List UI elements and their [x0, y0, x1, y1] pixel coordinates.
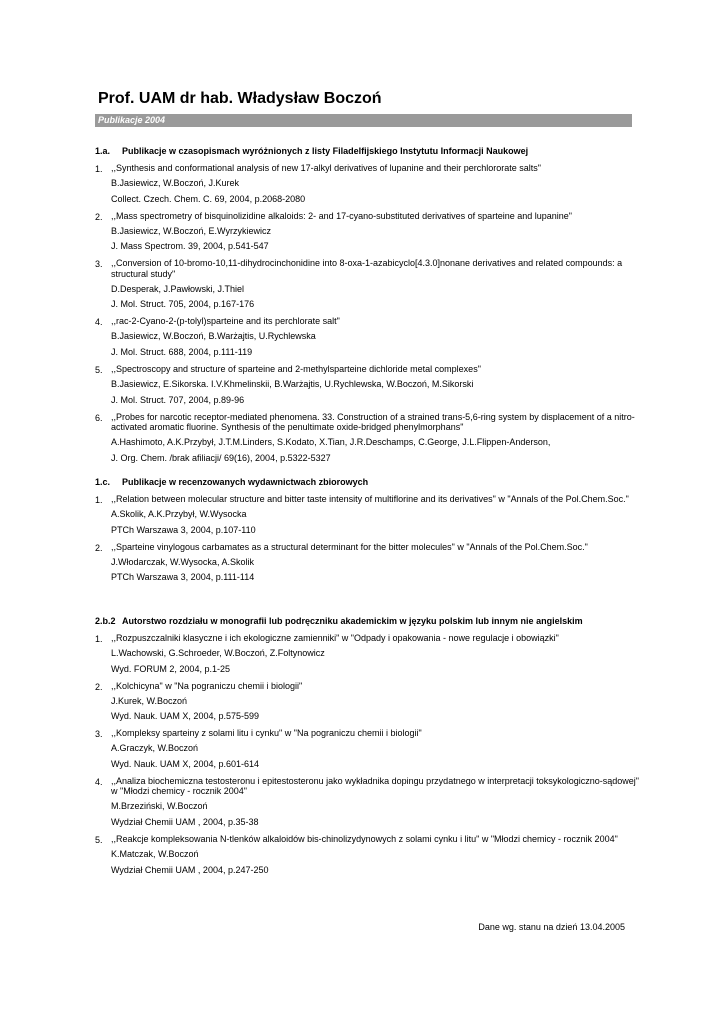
publication-source: J. Mol. Struct. 707, 2004, p.89-96	[111, 394, 245, 405]
publication-number: 4.	[95, 776, 103, 787]
publication-source: Wyd. Nauk. UAM X, 2004, p.601-614	[111, 758, 259, 769]
publication-authors: A.Graczyk, W.Boczoń	[111, 743, 199, 754]
publication-item	[95, 316, 640, 358]
publication-number: 4.	[95, 317, 103, 328]
publication-number: 2.	[95, 681, 103, 692]
publication-authors: D.Desperak, J.Pawłowski, J.Thiel	[111, 283, 245, 294]
publication-title: ,,Conversion of 10-bromo-10,11-dihydrocinchonidine into 8-oxa-1-azabicyclo[4.3.0]nonane derivatives and related compounds: a structural study"	[111, 258, 623, 279]
publication-title: ,,Mass spectrometry of bisquinolizidine alkaloids: 2- and 17-cyano-substituted derivatives of sparteine and lupanine"	[111, 210, 572, 221]
publication-source: J. Mol. Struct. 705, 2004, p.167-176	[111, 299, 255, 310]
publication-number: 2.	[95, 542, 103, 553]
publication-number: 3.	[95, 729, 103, 740]
section-number: 2.b.2	[95, 616, 116, 626]
publication-title: ,,Kolchicyna" w "Na pograniczu chemii i biologii"	[111, 680, 303, 691]
section-heading	[95, 615, 640, 627]
publication-title: ,,Rozpuszczalniki klasyczne i ich ekologiczne zamienniki" w "Odpady i opakowania - nowe regulacje i obowiązki"	[111, 633, 559, 643]
publication-item	[95, 494, 640, 536]
publication-item	[95, 163, 640, 205]
publication-number: 1.	[95, 634, 103, 644]
publication-number: 2.	[95, 211, 103, 222]
publication-authors: L.Wachowski, G.Schroeder, W.Boczoń, Z.Foltynowicz	[111, 648, 325, 659]
publication-item	[95, 542, 640, 584]
publication-source: Wydział Chemii UAM , 2004, p.247-250	[111, 864, 269, 875]
publication-title: ,,Analiza biochemiczna testosteronu i epitestosteronu jako wykładnika dopingu przydatnego w interpretacji toksykologiczno-sądowej" w "Młodzi chemicy - rocznik 2004"	[111, 775, 639, 797]
publication-item	[95, 258, 640, 310]
footer-date-note: Dane wg. stanu na dzień 13.04.2005	[478, 922, 625, 932]
publication-item	[95, 834, 640, 876]
publication-number: 1.	[95, 495, 103, 505]
publication-authors: B.Jasiewicz, W.Boczoń, B.Warżajtis, U.Rychlewska	[111, 331, 316, 342]
publication-section	[95, 476, 640, 583]
page-title: Prof. UAM dr hab. Władysław Boczoń	[98, 90, 382, 107]
publication-title: ,,Synthesis and conformational analysis of new 17-alkyl derivatives of lupanine and their perchlororate salts"	[111, 163, 541, 173]
publication-title: ,,Relation between molecular structure and bitter taste intensity of multiflorine and its derivatives" w "Annals of the Pol.Chem.Soc."	[111, 494, 629, 504]
publication-source: Wyd. Nauk. UAM X, 2004, p.575-599	[111, 711, 259, 722]
publication-title: ,,Spectroscopy and structure of sparteine and 2-methylsparteine dichloride metal complexes"	[111, 363, 481, 374]
publication-number: 5.	[95, 364, 103, 375]
publication-number: 1.	[95, 164, 103, 174]
publication-source: Collect. Czech. Chem. C. 69, 2004, p.2068-2080	[111, 193, 306, 204]
publication-section	[95, 145, 640, 464]
section-title: Publikacje w czasopismach wyróżnionych z listy Filadelfijskiego Instytutu Informacji Naukowej	[122, 146, 529, 156]
publication-source: Wydział Chemii UAM , 2004, p.35-38	[111, 816, 259, 827]
publication-authors: M.Brzeziński, W.Boczoń	[111, 801, 208, 812]
publication-authors: J.Włodarczak, W.Wysocka, A.Skolik	[111, 556, 254, 567]
section-heading	[95, 145, 640, 157]
publication-authors: J.Kurek, W.Boczoń	[111, 695, 188, 706]
publication-item	[95, 728, 640, 770]
publication-title: ,,rac-2-Cyano-2-(p-tolyl)sparteine and its perchlorate salt"	[111, 316, 340, 327]
publication-authors: B.Jasiewicz, E.Sikorska. I.V.Khmelinskii, B.Warżajtis, U.Rychlewska, W.Boczoń, M.Sikorski	[111, 379, 474, 390]
publication-item	[95, 412, 640, 464]
publication-source: J. Org. Chem. /brak afiliacji/ 69(16), 2004, p.5322-5327	[111, 452, 331, 463]
publication-number: 3.	[95, 259, 103, 270]
section-title: Autorstwo rozdziału w monografii lub podręczniku akademickim w języku polskim lub innym nie angielskim	[122, 616, 583, 626]
section-title: Publikacje w recenzowanych wydawnictwach zbiorowych	[122, 477, 369, 487]
publication-item	[95, 776, 640, 828]
publication-title: ,,Kompleksy sparteiny z solami litu i cynku" w "Na pograniczu chemii i biologii"	[111, 728, 422, 739]
publication-section	[95, 615, 640, 876]
publication-authors: B.Jasiewicz, W.Boczoń, J.Kurek	[111, 178, 240, 189]
publication-authors: B.Jasiewicz, W.Boczoń, E.Wyrzykiewicz	[111, 225, 271, 236]
publication-item	[95, 681, 640, 723]
section-number: 1.a.	[95, 146, 111, 156]
publication-item	[95, 633, 640, 675]
publication-title: ,,Sparteine vinylogous carbamates as a structural determinant for the bitter molecules" w "Annals of the Pol.Chem.Soc."	[111, 541, 588, 552]
section-number: 1.c.	[95, 477, 111, 487]
publication-title: ,,Reakcje kompleksowania N-tlenków alkaloidów bis-chinolizydynowych z solami cynku i litu" w "Młodzi chemicy - rocznik 2004"	[111, 833, 618, 844]
publication-item	[95, 364, 640, 406]
publication-number: 6.	[95, 412, 103, 423]
publication-source: PTCh Warszawa 3, 2004, p.111-114	[111, 572, 255, 583]
subtitle-bar: Publikacje 2004	[95, 114, 632, 127]
section-heading	[95, 476, 640, 488]
publication-item	[95, 211, 640, 253]
publication-authors: A.Hashimoto, A.K.Przybył, J.T.M.Linders, S.Kodato, X.Tian, J.R.Deschamps, C.George, J.L.Flippen-Anderson,	[111, 437, 551, 448]
publication-authors: K.Matczak, W.Boczoń	[111, 849, 199, 860]
publication-source: J. Mass Spectrom. 39, 2004, p.541-547	[111, 241, 269, 252]
publication-source: PTCh Warszawa 3, 2004, p.107-110	[111, 524, 256, 535]
publication-title: ,,Probes for narcotic receptor-mediated phenomena. 33. Construction of a strained trans-5,6-ring system by displacement of a nitro-activated aromatic fluorine. Synthesis of the penultimate oxide-bridged phenylmorphans"	[111, 411, 635, 433]
publication-source: J. Mol. Struct. 688, 2004, p.111-119	[111, 346, 253, 357]
publication-number: 5.	[95, 834, 103, 845]
publication-source: Wyd. FORUM 2, 2004, p.1-25	[111, 663, 230, 674]
publication-authors: A.Skolik, A.K.Przybył, W.Wysocka	[111, 509, 247, 520]
